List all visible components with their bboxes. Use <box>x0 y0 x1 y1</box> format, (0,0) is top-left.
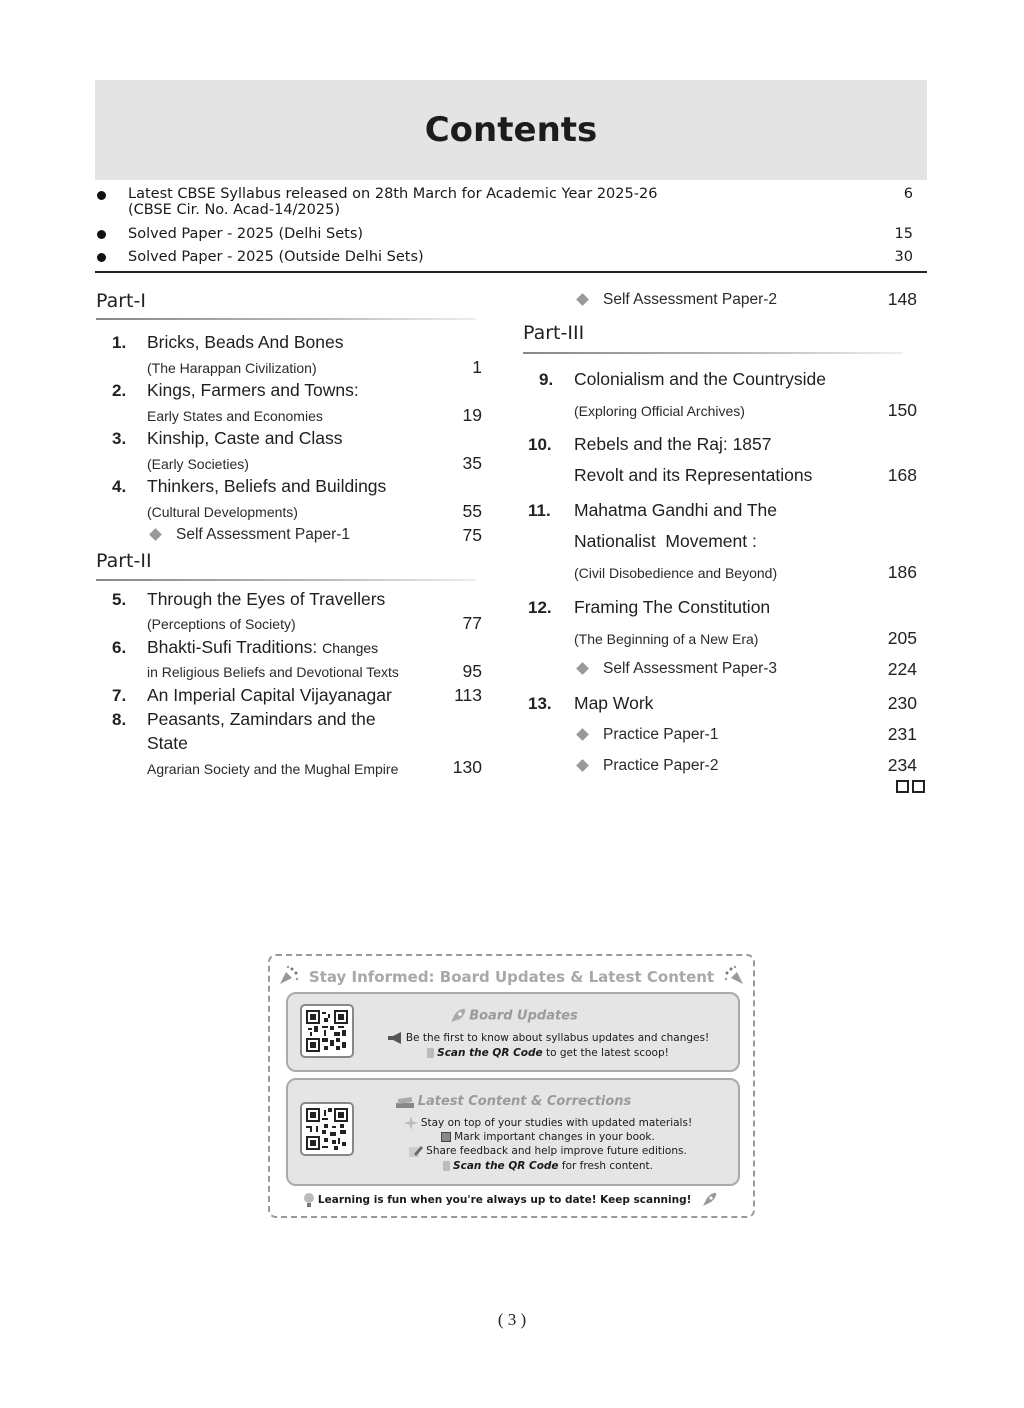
top-item-page: 30 <box>894 249 913 265</box>
chapter-title: Kings, Farmers and Towns: <box>147 380 359 400</box>
chapter-number: 6. <box>112 638 127 657</box>
chapter-number: 13. <box>528 694 552 713</box>
contents-header <box>95 80 927 180</box>
extra-page: 148 <box>887 289 917 309</box>
box-line: Stay on top of your studies with updated materials! <box>420 1117 693 1129</box>
divider <box>523 352 903 354</box>
bullet-icon <box>97 191 106 200</box>
chapter-title: An Imperial Capital Vijayanagar <box>147 685 392 705</box>
extra-label: Practice Paper-1 <box>603 726 719 743</box>
box-title: Latest Content & Corrections <box>417 1094 632 1109</box>
megaphone-icon <box>387 1032 403 1044</box>
pencil-icon <box>409 1145 423 1157</box>
box-line: Share feedback and help improve future editions. <box>426 1145 687 1157</box>
extra-label: Self Assessment Paper-1 <box>176 526 351 543</box>
chapter-page: 1 <box>472 357 482 377</box>
chapter-subtitle: (Early Societies) <box>147 456 249 472</box>
chapter-title-small: Changes <box>322 640 379 656</box>
chapter-title: Bricks, Beads And Bones <box>147 332 344 352</box>
chapter-title: Map Work <box>574 693 654 713</box>
box-line-b: QR Code <box>492 1047 543 1059</box>
top-item-page: 6 <box>903 186 913 202</box>
rocket-icon <box>701 1192 717 1208</box>
latest-content-box <box>286 1078 740 1186</box>
extra-label: Self Assessment Paper-3 <box>603 660 778 677</box>
chapter-subtitle: Agrarian Society and the Mughal Empire <box>147 761 399 777</box>
extra-page: 224 <box>887 659 917 679</box>
chapter-number: 4. <box>112 477 127 496</box>
chapter-number: 5. <box>112 590 127 609</box>
chapter-subtitle: (The Beginning of a New Era) <box>574 631 759 647</box>
extra-page: 75 <box>462 525 482 545</box>
chapter-title: Through the Eyes of Travellers <box>147 589 386 609</box>
books-icon <box>395 1095 415 1109</box>
diamond-icon <box>576 728 589 741</box>
chapter-title: Kinship, Caste and Class <box>147 428 343 448</box>
diamond-icon <box>149 528 162 541</box>
top-item-page: 15 <box>894 226 913 242</box>
chapter-number: 1. <box>112 333 127 352</box>
chapter-page: 186 <box>887 562 917 582</box>
top-item-line1: Solved Paper - 2025 (Delhi Sets) <box>128 226 364 242</box>
top-list <box>95 186 927 265</box>
chapter-subtitle: (Exploring Official Archives) <box>574 403 745 419</box>
promo-title: Stay Informed: Board Updates & Latest Content <box>308 968 715 986</box>
bullet-icon <box>97 253 106 262</box>
extra-page: 234 <box>887 755 917 775</box>
part-heading: Part-I <box>96 290 146 312</box>
chapter-title-main: Bhakti-Sufi Traditions: <box>147 637 318 657</box>
lightbulb-icon <box>303 1192 315 1208</box>
chapter-title-line2: State <box>147 733 188 753</box>
phone-icon <box>427 1048 434 1058</box>
list-item <box>95 186 927 220</box>
chapter-number: 10. <box>528 435 552 454</box>
box-line-a: Scan the <box>437 1047 489 1059</box>
chapter-page: 150 <box>887 400 917 420</box>
divider <box>95 271 927 273</box>
chapter-page: 77 <box>462 613 482 633</box>
part-heading: Part-II <box>96 550 152 572</box>
box-line-c: to get the latest scoop! <box>546 1047 669 1059</box>
sparkle-icon <box>404 1116 418 1130</box>
checkbox-icon <box>441 1132 451 1142</box>
extra-label: Practice Paper-2 <box>603 757 719 774</box>
diamond-icon <box>576 293 589 306</box>
chapter-page: 95 <box>462 661 482 681</box>
phone-icon <box>443 1161 450 1171</box>
chapter-subtitle: in Religious Beliefs and Devotional Texts <box>147 664 399 680</box>
box-line-c: for fresh content. <box>561 1160 653 1172</box>
chapter-number: 2. <box>112 381 127 400</box>
chapter-page: 35 <box>462 453 482 473</box>
bullet-icon <box>97 230 106 239</box>
chapter-number: 8. <box>112 710 127 729</box>
promo-footer: Learning is fun when you're always up to date! Keep scanning! <box>317 1194 692 1206</box>
chapter-subtitle: (Perceptions of Society) <box>147 616 296 632</box>
top-item-line1: Latest CBSE Syllabus released on 28th March for Academic Year 2025-26 <box>128 186 658 202</box>
end-mark-icon <box>896 780 925 793</box>
box-line-a: Scan the <box>453 1160 505 1172</box>
chapter-title-line2: Revolt and its Representations <box>574 465 813 485</box>
box-line: Mark important changes in your book. <box>454 1131 655 1143</box>
diamond-icon <box>576 759 589 772</box>
chapter-title: Thinkers, Beliefs and Buildings <box>147 476 387 496</box>
chapter-page: 19 <box>462 405 482 425</box>
box-title: Board Updates <box>469 1008 578 1024</box>
chapter-title: Framing The Constitution <box>574 597 771 617</box>
chapter-number: 7. <box>112 686 127 705</box>
list-item <box>95 249 927 269</box>
chapter-page: 205 <box>887 628 917 648</box>
chapter-page: 230 <box>887 693 917 713</box>
chapter-subtitle: (Cultural Developments) <box>147 504 298 520</box>
chapter-page: 130 <box>452 757 482 777</box>
top-item-line2: (CBSE Cir. No. Acad-14/2025) <box>128 202 340 218</box>
rocket-icon <box>448 1008 466 1024</box>
chapter-title <box>147 637 378 658</box>
chapter-title: Colonialism and the Countryside <box>574 369 826 389</box>
part-heading: Part-III <box>523 322 585 344</box>
chapter-title: Rebels and the Raj: 1857 <box>574 434 772 454</box>
chapter-number: 3. <box>112 429 127 448</box>
chapter-title-line2: Nationalist Movement : <box>574 531 757 551</box>
chapter-title: Peasants, Zamindars and the <box>147 709 376 729</box>
chapter-subtitle: (Civil Disobedience and Beyond) <box>574 565 778 581</box>
page-title: Contents <box>424 110 598 150</box>
qr-code-icon[interactable] <box>300 1102 354 1156</box>
chapter-page: 168 <box>887 465 917 485</box>
extra-label: Self Assessment Paper-2 <box>603 291 778 308</box>
top-item-line1: Solved Paper - 2025 (Outside Delhi Sets) <box>128 249 424 265</box>
divider <box>96 579 476 581</box>
chapter-subtitle: (The Harappan Civilization) <box>147 360 317 376</box>
diamond-icon <box>576 662 589 675</box>
chapter-number: 12. <box>528 598 552 617</box>
promo-panel <box>268 954 755 1218</box>
chapter-subtitle: Early States and Economies <box>147 408 323 424</box>
box-line-b: QR Code <box>508 1160 559 1172</box>
board-updates-box <box>286 992 740 1072</box>
chapter-page: 113 <box>454 685 482 705</box>
extra-page: 231 <box>887 724 917 744</box>
chapter-number: 9. <box>539 370 554 389</box>
chapter-title: Mahatma Gandhi and The <box>574 500 778 520</box>
box-line: Be the first to know about syllabus updates and changes! <box>405 1032 710 1044</box>
chapter-number: 11. <box>528 501 551 520</box>
page-number: ( 3 ) <box>497 1310 527 1329</box>
divider <box>96 318 476 320</box>
chapter-page: 55 <box>462 501 482 521</box>
list-item <box>95 226 927 246</box>
